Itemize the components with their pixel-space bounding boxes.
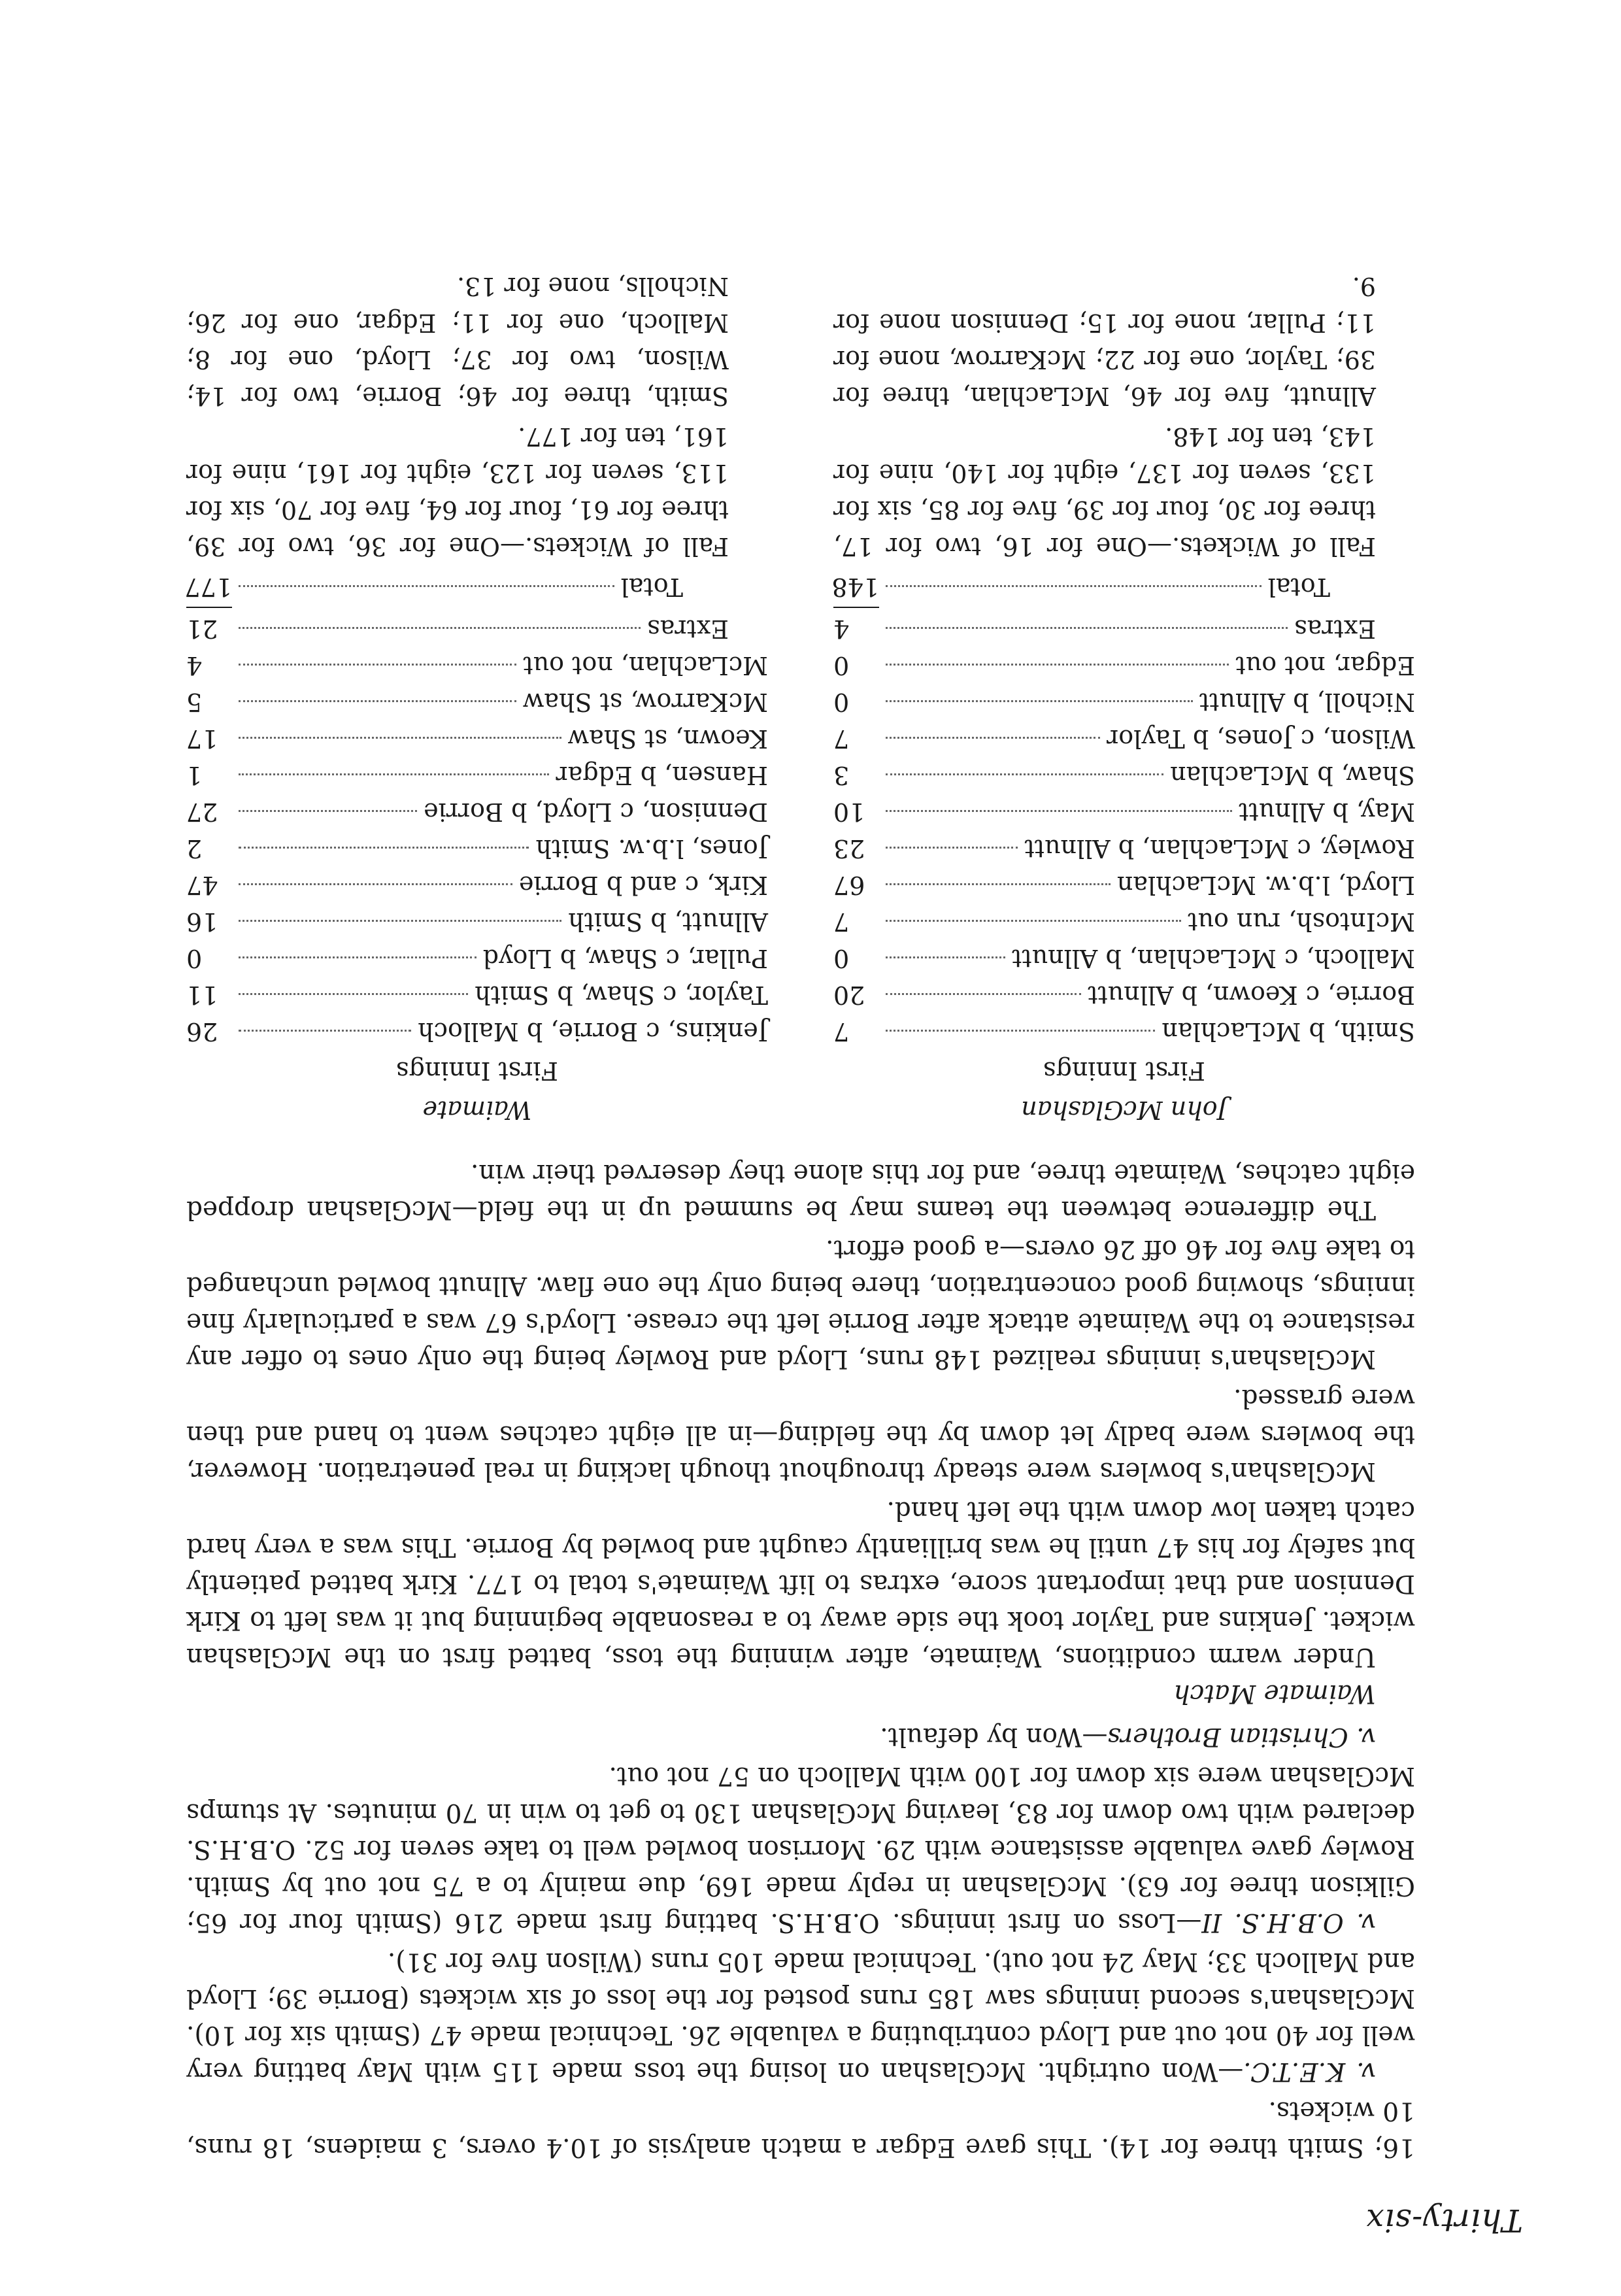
- batting-row: [833, 794, 1415, 830]
- batsman-entry: Rowley, c McLachlan, b Allnutt: [1024, 834, 1415, 863]
- batting-row: [833, 940, 1415, 977]
- runs-value: 26: [186, 1017, 218, 1046]
- dot-leader: [239, 1030, 411, 1032]
- runs-value: 7: [833, 1017, 850, 1046]
- batting-row: [186, 1013, 768, 1050]
- waimate-paragraph: McGlashan's innings realized 148 runs, Lloyd and Rowley being the only ones to offer any resistance to the Waimate attack after Borrie left the crease. Lloyd's 67 was a particularly fine innings, showing good concentration, there being only the one flaw. Allnutt bowled unchanged to take five for 46 off 26 overs—a good effort.: [186, 1234, 1415, 1374]
- opponent-name: v. Christian Brothers: [1107, 1722, 1376, 1751]
- batsman-entry: Pullar, c Shaw, b Lloyd: [482, 944, 768, 973]
- batsman-entry: Malloch, c McLachlan, b Allnutt: [1012, 944, 1415, 973]
- batsman-entry: Taylor, c Shaw, b Smith: [475, 981, 768, 1009]
- runs-value: 3: [833, 761, 850, 790]
- batting-row: [833, 977, 1415, 1013]
- batting-row: [833, 757, 1415, 794]
- runs-value: 4: [186, 651, 203, 680]
- section-heading: Waimate Match: [1173, 1679, 1376, 1708]
- waimate-paragraph: Under warm conditions, Waimate, after winning the toss, batted first on the McGlashan wicket. Jenkins and Taylor took the side away to a reasonable beginning but it was left to Kirk Dennison and that important score, extras to lift Waimate's total to 177. Kirk batted patiently but safely for his 47 until he was brilliantly caught and bowled by Borrie. This was a very hard catch taken low down with the left hand.: [186, 1496, 1415, 1672]
- batsman-entry: May, b Allnutt: [1239, 798, 1415, 826]
- runs-value: 20: [833, 981, 865, 1009]
- dot-leader: [239, 920, 561, 922]
- batsman-entry: Shaw, b McLachlan: [1170, 761, 1415, 790]
- bowling-figures: Allnutt, five for 46, McLachlan, three for 39; Taylor, one for 22; McKarrow, none for 11; Pullar, none for 15; Dennison none for 9.: [833, 272, 1376, 411]
- batting-row: [186, 867, 768, 903]
- team-name: John McGlashan: [1021, 1096, 1228, 1124]
- runs-value: 2: [186, 834, 203, 863]
- dot-leader: [886, 700, 1193, 702]
- batting-row: [186, 684, 768, 720]
- batting-row: [186, 977, 768, 1013]
- extras-label: Extras: [1294, 615, 1376, 643]
- scorecard-mcglashan: [833, 268, 1415, 1128]
- batsman-entry: Wilson, c Jones, b Taylor: [1107, 724, 1415, 753]
- total-row: [186, 569, 768, 605]
- runs-value: 17: [186, 724, 218, 753]
- runs-value: 11: [186, 981, 218, 1009]
- dot-leader: [239, 700, 516, 702]
- match-report-text: —Loss on first innings. O.B.H.S. batting first made 216 (Smith four for 65; Gilkison three for 63). McGlashan in reply made 169, due mainly to a 75 not out by Smith. Rowley gave valuable assistance with 29. Morrison bowled well to take seven for 52. O.B.H.S. declared with two down for 83, leaving McGlashan 130 to get to win in 70 minutes. At stumps McGlashan were six down for 100 with Malloch on 57 not out.: [186, 1761, 1415, 1937]
- total-row: [833, 569, 1415, 605]
- batsman-entry: Jones, l.b.w. Smith: [535, 834, 768, 863]
- batting-row: [186, 903, 768, 940]
- opponent-name: v. O.B.H.S. II: [1201, 1908, 1376, 1937]
- batting-row: [833, 867, 1415, 903]
- dot-leader: [886, 773, 1163, 775]
- waimate-paragraph: The difference between the teams may be summed up in the field—McGlashan dropped eight catches, Waimate three, and for this alone they deserved their win.: [186, 1158, 1415, 1224]
- fall-of-wickets: Fall of Wickets.—One for 16, two for 17, three for 30, four for 39, five for 85, six for 133, seven for 137, eight for 140, nine for 143, ten for 148.: [833, 422, 1376, 561]
- batsman-entry: Edgar, not out: [1235, 651, 1415, 680]
- batsman-entry: McKarrow, st Shaw: [522, 688, 768, 717]
- dot-leader: [886, 585, 1262, 587]
- batting-row: [833, 684, 1415, 720]
- dot-leader: [239, 627, 641, 629]
- opponent-name: v. K.E.T.C.: [1243, 2057, 1376, 2086]
- batting-row: [833, 903, 1415, 940]
- runs-value: 10: [833, 798, 865, 826]
- match-report-obhs: [186, 1757, 1415, 1940]
- batsman-entry: McIntosh, run out: [1188, 907, 1415, 936]
- batting-row: [833, 720, 1415, 757]
- dot-leader: [886, 956, 1005, 958]
- bowling-figures: Smith, three for 46; Borrie, two for 14; Wilson, two for 37; Lloyd, one for 8; Malloch, one for 11; Edgar, one for 26; Nicholls, none for 13.: [186, 272, 729, 411]
- batting-row: [186, 830, 768, 867]
- runs-value: 27: [186, 798, 218, 826]
- batsman-entry: Smith, b McLachlan: [1161, 1017, 1415, 1046]
- dot-leader: [239, 883, 512, 885]
- dot-leader: [886, 737, 1100, 739]
- batting-row: [833, 1013, 1415, 1050]
- batsman-entry: Keown, st Shaw: [567, 724, 768, 753]
- batting-row: [186, 940, 768, 977]
- dot-leader: [886, 1030, 1155, 1032]
- fall-of-wickets: Fall of Wickets.—One for 36, two for 39, three for 61, four for 64, five for 70, six for 113, seven for 123, eight for 161, nine for 161, ten for 177.: [186, 422, 729, 561]
- runs-value: 7: [833, 907, 850, 936]
- innings-label: First Innings: [396, 1056, 558, 1085]
- dot-leader: [239, 956, 476, 958]
- dot-leader: [886, 920, 1181, 922]
- batting-row: [186, 794, 768, 830]
- scorecards: [186, 268, 1415, 1128]
- waimate-paragraph: McGlashan's bowlers were steady throughout though lacking in real penetration. However, the bowlers were badly let down by the fielding—in all eight catches went to hand and then were grassed.: [186, 1383, 1415, 1486]
- extras-value: 4: [833, 615, 850, 643]
- batsman-entry: Kirk, c and b Borrie: [519, 871, 768, 900]
- dot-leader: [886, 883, 1111, 885]
- total-value: 148: [831, 573, 879, 601]
- dot-leader: [239, 773, 549, 775]
- runs-value: 7: [833, 724, 850, 753]
- batsman-entry: Borrie, c Keown, b Allnutt: [1088, 981, 1415, 1009]
- runs-value: 0: [833, 651, 850, 680]
- dot-leader: [239, 810, 417, 812]
- runs-value: 0: [833, 944, 850, 973]
- dot-leader: [239, 585, 614, 587]
- page-header: [98, 2193, 1523, 2238]
- dot-leader: [886, 664, 1229, 666]
- batsman-entry: Dennison, c Lloyd, b Borrie: [424, 798, 768, 826]
- dot-leader: [239, 737, 561, 739]
- extras-value: 21: [186, 615, 218, 643]
- batting-row: [833, 647, 1415, 684]
- match-report-christian-brothers: [186, 1718, 1415, 1755]
- total-rule: [186, 607, 232, 608]
- dot-leader: [239, 847, 529, 849]
- runs-value: 23: [833, 834, 865, 863]
- extras-row: [833, 611, 1415, 647]
- batting-row: [186, 647, 768, 684]
- dot-leader: [886, 810, 1232, 812]
- batting-row: [833, 830, 1415, 867]
- batsman-entry: McLachlan, not out: [523, 651, 768, 680]
- match-report-ketc: [186, 1943, 1415, 2089]
- opening-paragraph: 16; Smith three for 14). This gave Edgar a match analysis of 10.4 overs, 3 maidens, 18 runs, 10 wickets.: [186, 2096, 1415, 2162]
- team-name: Waimate: [422, 1096, 532, 1124]
- total-rule: [833, 607, 879, 608]
- runs-value: 0: [186, 944, 203, 973]
- runs-value: 16: [186, 907, 218, 936]
- dot-leader: [239, 993, 468, 995]
- extras-label: Extras: [647, 615, 729, 643]
- match-report-text: —Won outright. McGlashan on losing the toss made 115 with May batting very well for 40 not out and Lloyd contributing a valuable 26. Technical made 47 (Smith six for 10). McGlashan's second innings saw 185 runs posted for the loss of six wickets (Borrie 39; Lloyd and Malloch 33; May 24 not out). Technical made 105 runs (Wilson five for 31).: [186, 1947, 1415, 2086]
- total-label: Total: [620, 573, 683, 601]
- innings-label: First Innings: [1043, 1056, 1205, 1085]
- page-number: Thirty-six: [1365, 2202, 1523, 2238]
- batsman-entry: Hansen, b Edgar: [556, 761, 768, 790]
- scorecard-waimate: [186, 268, 768, 1128]
- batting-row: [186, 720, 768, 757]
- runs-value: 67: [833, 871, 865, 900]
- batsman-entry: Allnutt, b Smith: [568, 907, 768, 936]
- batsman-entry: Lloyd, l.b.w. McLachlan: [1116, 871, 1415, 900]
- batsman-entry: Jenkins, c Borrie, b Malloch: [418, 1017, 768, 1046]
- dot-leader: [886, 627, 1288, 629]
- total-label: Total: [1267, 573, 1330, 601]
- runs-value: 0: [833, 688, 850, 717]
- runs-value: 5: [186, 688, 203, 717]
- batting-row: [186, 757, 768, 794]
- total-value: 177: [184, 573, 232, 601]
- extras-row: [186, 611, 768, 647]
- dot-leader: [886, 993, 1081, 995]
- runs-value: 1: [186, 761, 203, 790]
- page-content: [186, 268, 1415, 2165]
- dot-leader: [886, 847, 1018, 849]
- dot-leader: [239, 664, 516, 666]
- runs-value: 47: [186, 871, 218, 900]
- batsman-entry: Nicholl, b Allnutt: [1199, 688, 1415, 717]
- match-report-text: —Won by default.: [880, 1722, 1108, 1751]
